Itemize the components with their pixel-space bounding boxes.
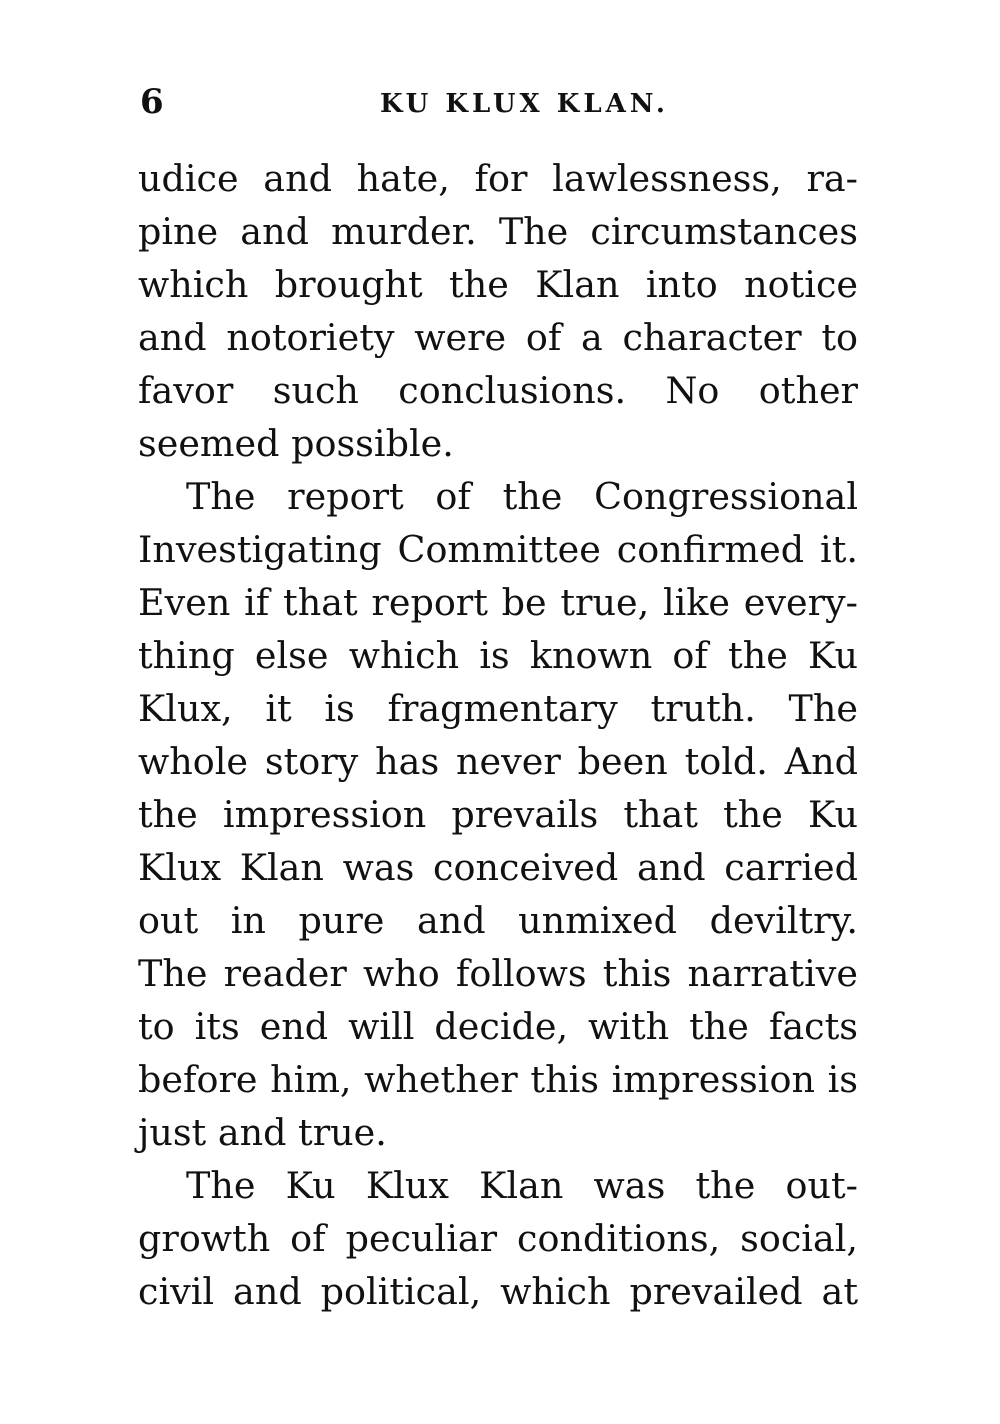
text-line: just and true. [138,1111,387,1154]
text-line: which brought the Klan into notice [138,263,858,306]
text-line: and notoriety were of a character to [138,316,858,359]
text-line: whole story has never been told. And [138,740,858,783]
running-head [140,82,860,122]
text-line: Klux Klan was conceived and carried [138,846,858,889]
text-line: the impression prevails that the Ku [138,793,858,836]
text-line: civil and political, which prevailed at [138,1270,858,1313]
running-title: KU KLUX KLAN. [380,89,669,119]
text-line: out in pure and unmixed deviltry. [138,899,858,942]
text-line: growth of peculiar conditions, social, [138,1217,858,1260]
text-line: pine and murder. The circumstances [138,210,858,253]
text-line: thing else which is known of the Ku [138,634,858,677]
text-line: favor such conclusions. No other [138,369,858,412]
text-line: to its end will decide, with the facts [138,1005,858,1048]
paragraph-start-line: The Ku Klux Klan was the out- [186,1164,858,1207]
text-line: The reader who follows this narrative [138,952,858,995]
body-text [138,152,858,1318]
text-line: seemed possible. [138,422,454,465]
text-line: before him, whether this impression is [138,1058,858,1101]
text-line: Klux, it is fragmentary truth. The [138,687,858,730]
page-number: 6 [140,82,164,122]
text-line: Investigating Committee confirmed it. [138,528,858,571]
text-line: Even if that report be true, like every- [138,581,858,624]
text-line: udice and hate, for lawlessness, ra- [138,157,858,200]
paragraph-start-line: The report of the Congressional [186,475,858,518]
